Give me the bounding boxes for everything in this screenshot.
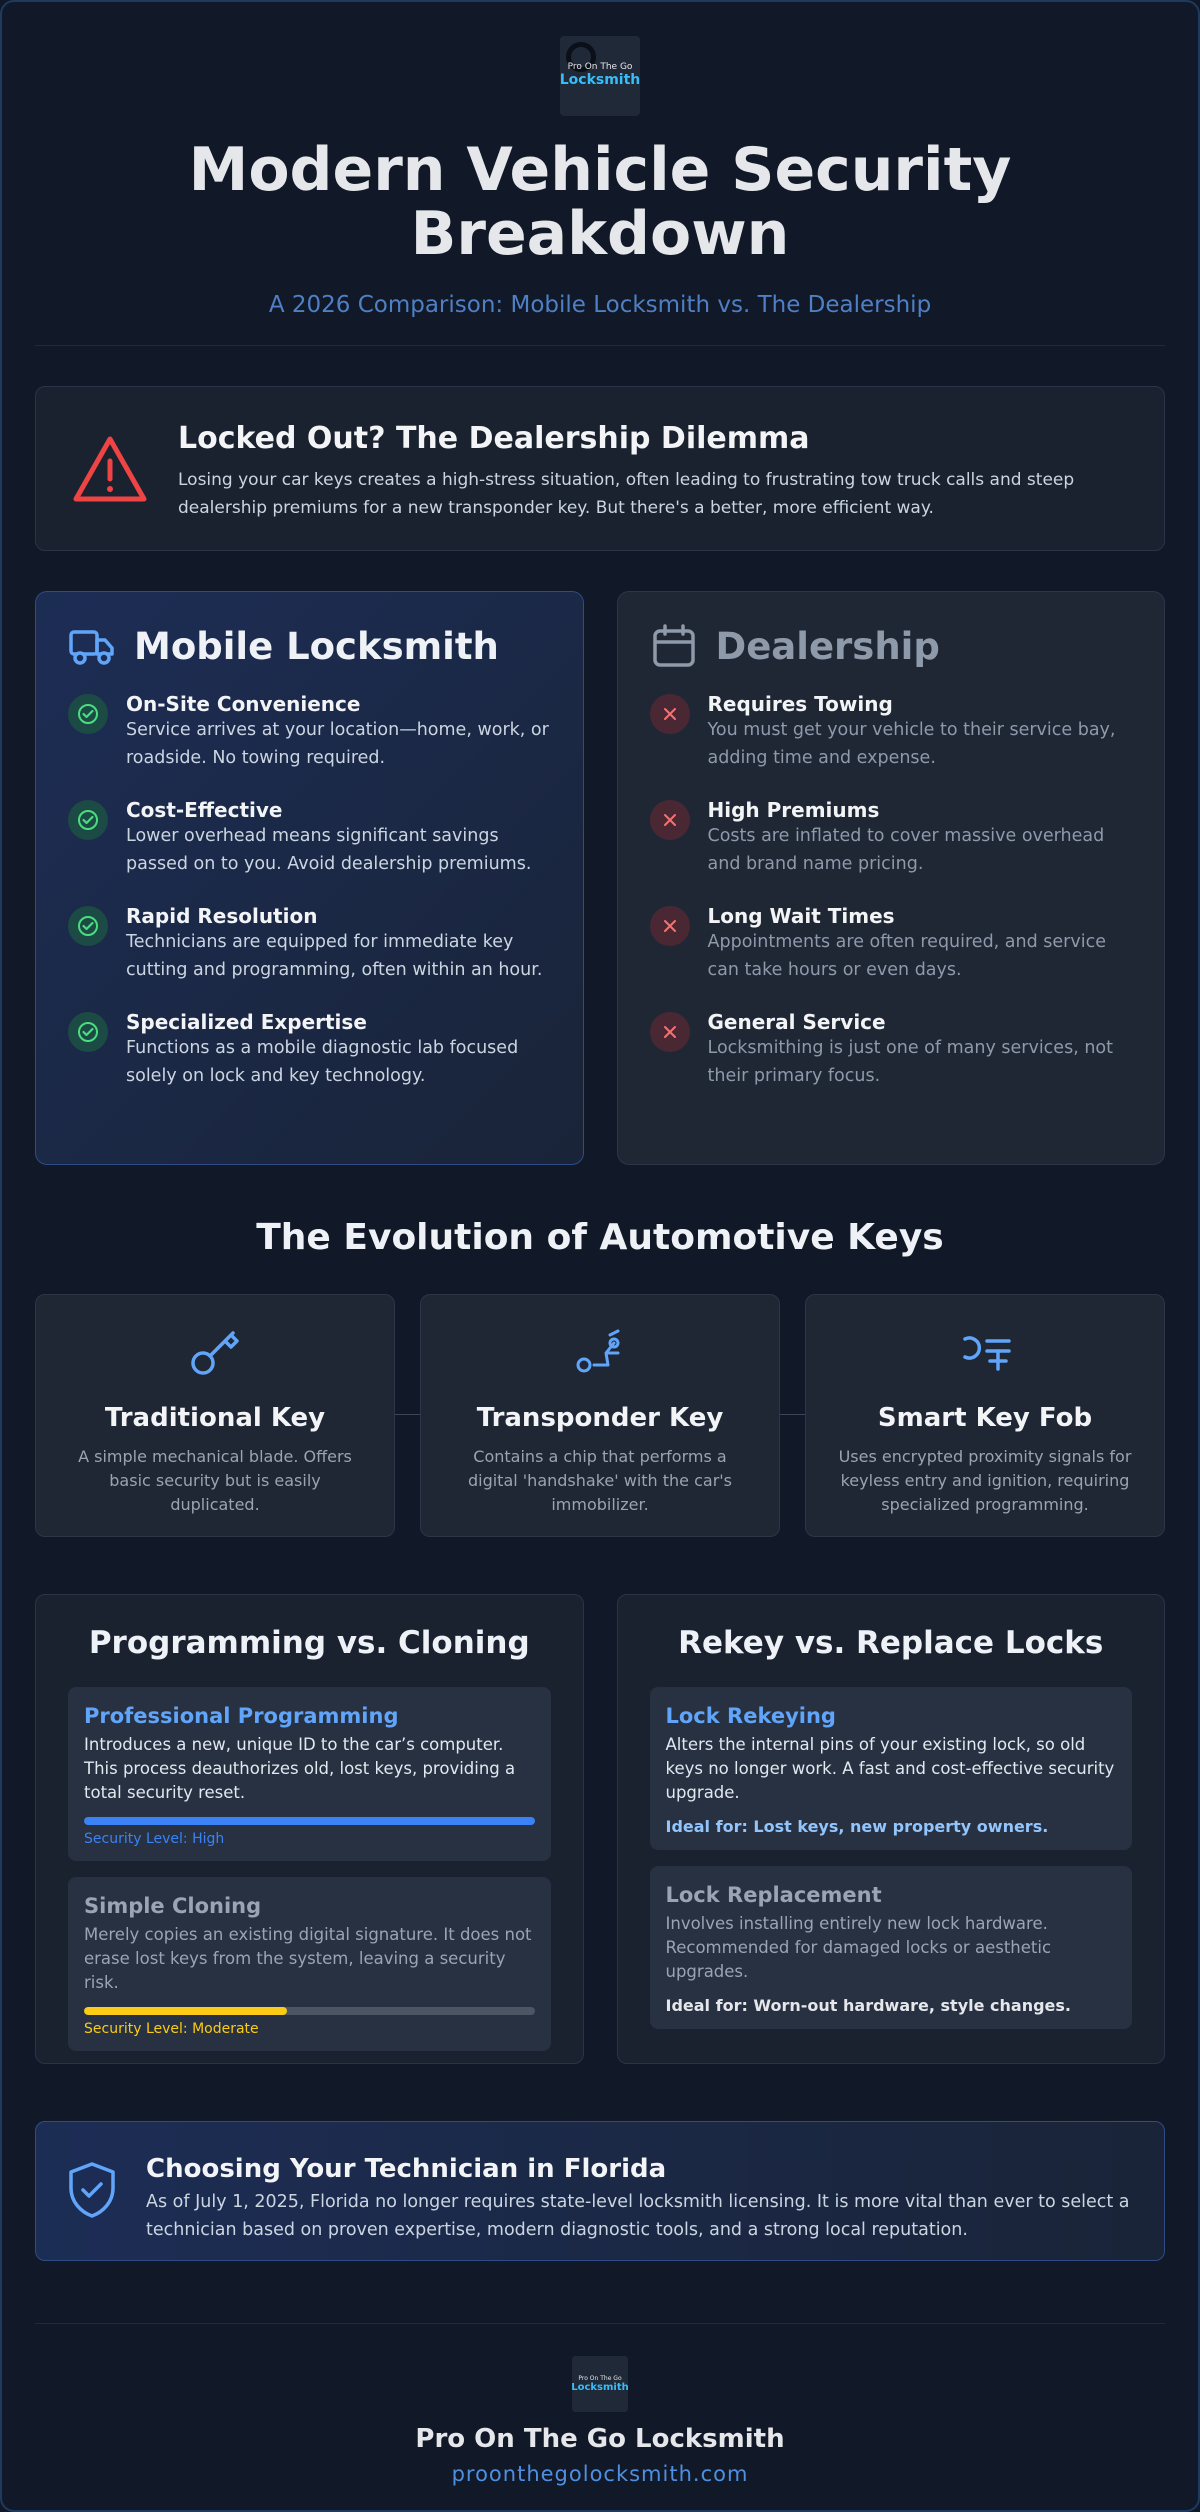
chip-key-icon xyxy=(570,1321,630,1381)
dealership-card xyxy=(617,591,1166,1165)
x-icon xyxy=(650,694,690,734)
dealer-title: Dealership xyxy=(715,624,940,668)
security-level-bar xyxy=(84,1817,535,1825)
list-item xyxy=(68,798,553,878)
item-text: Functions as a mobile diagnostic lab focused solely on lock and key technology. xyxy=(126,1038,519,1086)
list-item xyxy=(650,904,1135,984)
item-text: You must get your vehicle to their service bay, adding time and expense. xyxy=(707,720,1116,768)
evolution-card xyxy=(420,1294,780,1537)
warning-triangle-icon xyxy=(70,431,150,511)
security-level-fill xyxy=(84,1817,535,1825)
divider xyxy=(35,2323,1165,2324)
footer-logo xyxy=(572,2356,628,2412)
evolution-title: The Evolution of Automotive Keys xyxy=(256,1217,944,1258)
cloning-box xyxy=(68,1877,551,2051)
item-title: On-Site Convenience xyxy=(126,692,361,716)
box-title: Lock Rekeying xyxy=(665,1704,836,1728)
card-title: Transponder Key xyxy=(476,1403,724,1433)
brand-logo xyxy=(560,36,640,116)
card-text: A simple mechanical blade. Offers basic security but is easily duplicated. xyxy=(78,1447,352,1514)
truck-icon xyxy=(68,622,116,670)
card-text: Uses encrypted proximity signals for keyless entry and ignition, requiring specialized programming. xyxy=(838,1447,1132,1514)
item-text: Costs are inflated to cover massive overhead and brand name pricing. xyxy=(707,826,1105,874)
logo-text-top: Pro On The Go xyxy=(578,2375,622,2382)
panel-title: Programming vs. Cloning xyxy=(88,1625,530,1661)
logo-text-main: Locksmith xyxy=(560,72,640,89)
list-item xyxy=(650,1010,1135,1090)
box-text: Merely copies an existing digital signature. It does not erase lost keys from the system, leaving a security risk. xyxy=(84,1925,532,1992)
item-title: General Service xyxy=(707,1010,886,1034)
item-title: Rapid Resolution xyxy=(126,904,318,928)
comparison-panels xyxy=(35,1594,1165,2064)
list-item xyxy=(68,904,553,984)
x-icon xyxy=(650,906,690,946)
rekey-panel xyxy=(617,1594,1166,2064)
list-item xyxy=(650,692,1135,772)
security-level-bar xyxy=(84,2007,535,2015)
check-icon xyxy=(68,694,108,734)
check-icon xyxy=(68,800,108,840)
x-icon xyxy=(650,800,690,840)
divider xyxy=(35,345,1165,346)
shield-check-icon xyxy=(66,2160,118,2220)
page-subtitle: A 2026 Comparison: Mobile Locksmith vs. The Dealership xyxy=(268,292,932,318)
box-title: Simple Cloning xyxy=(84,1894,262,1918)
calendar-icon xyxy=(650,622,698,670)
card-text: Contains a chip that performs a digital 'handshake' with the car's immobilizer. xyxy=(467,1447,733,1514)
programming-panel xyxy=(35,1594,584,2064)
box-title: Professional Programming xyxy=(84,1704,399,1728)
x-icon xyxy=(650,1012,690,1052)
logo-text-main: Locksmith xyxy=(571,2382,629,2393)
florida-text: As of July 1, 2025, Florida no longer requires state-level locksmith licensing. It is more vital than ever to select a technician based on proven expertise, modern diagnostic tools, and a strong local reputation. xyxy=(146,2192,1130,2240)
florida-card xyxy=(35,2121,1165,2261)
rekey-box xyxy=(650,1687,1133,1850)
evolution-card xyxy=(805,1294,1165,1537)
ideal-for-text: Ideal for: Worn-out hardware, style changes. xyxy=(665,1996,1071,2015)
list-item xyxy=(650,798,1135,878)
item-title: Cost-Effective xyxy=(126,798,283,822)
list-item xyxy=(68,1010,553,1090)
item-title: High Premiums xyxy=(707,798,880,822)
programming-box xyxy=(68,1687,551,1861)
footer-url-link[interactable]: proonthegolocksmith.com xyxy=(451,2462,749,2486)
check-icon xyxy=(68,906,108,946)
replace-box xyxy=(650,1866,1133,2029)
box-text: Involves installing entirely new lock hardware. Recommended for damaged locks or aesthetic upgrades. xyxy=(665,1914,1052,1981)
logo-text-top: Pro On The Go xyxy=(567,62,633,73)
item-title: Requires Towing xyxy=(707,692,893,716)
signal-icon xyxy=(955,1321,1015,1381)
footer-brand: Pro On The Go Locksmith xyxy=(415,2424,785,2454)
mobile-title: Mobile Locksmith xyxy=(134,624,499,668)
mobile-locksmith-card xyxy=(35,591,584,1165)
card-title: Smart Key Fob xyxy=(877,1403,1093,1433)
item-text: Locksmithing is just one of many services, not their primary focus. xyxy=(707,1038,1113,1086)
comparison-section xyxy=(35,591,1165,1165)
item-title: Specialized Expertise xyxy=(126,1010,367,1034)
item-text: Service arrives at your location—home, work, or roadside. No towing required. xyxy=(126,720,549,768)
check-icon xyxy=(68,1012,108,1052)
box-text: Introduces a new, unique ID to the car’s computer. This process deauthorizes old, lost keys, providing a total security reset. xyxy=(84,1735,516,1802)
item-text: Technicians are equipped for immediate key cutting and programming, often within an hour. xyxy=(126,932,543,980)
florida-title: Choosing Your Technician in Florida xyxy=(146,2154,667,2184)
box-text: Alters the internal pins of your existing lock, so old keys no longer work. A fast and cost-effective security upgrade. xyxy=(665,1735,1115,1802)
evolution-section xyxy=(35,1294,1165,1537)
alert-text: Losing your car keys creates a high-stress situation, often leading to frustrating tow truck calls and steep dealership premiums for a new transponder key. But there's a better, more efficient way. xyxy=(178,470,1075,518)
security-level-fill xyxy=(84,2007,287,2015)
evolution-card xyxy=(35,1294,395,1537)
item-text: Lower overhead means significant savings passed on to you. Avoid dealership premiums. xyxy=(126,826,532,874)
key-icon xyxy=(185,1321,245,1381)
item-text: Appointments are often required, and service can take hours or even days. xyxy=(707,932,1106,980)
list-item xyxy=(68,692,553,772)
alert-title: Locked Out? The Dealership Dilemma xyxy=(178,421,810,456)
item-title: Long Wait Times xyxy=(707,904,895,928)
box-title: Lock Replacement xyxy=(665,1883,882,1907)
security-level-label: Security Level: Moderate xyxy=(84,2021,259,2037)
panel-title: Rekey vs. Replace Locks xyxy=(678,1625,1104,1661)
security-level-label: Security Level: High xyxy=(84,1831,225,1847)
card-title: Traditional Key xyxy=(104,1403,326,1433)
ideal-for-text: Ideal for: Lost keys, new property owners. xyxy=(665,1817,1049,1836)
alert-card xyxy=(35,386,1165,551)
page-title: Modern Vehicle Security Breakdown xyxy=(188,135,1012,269)
